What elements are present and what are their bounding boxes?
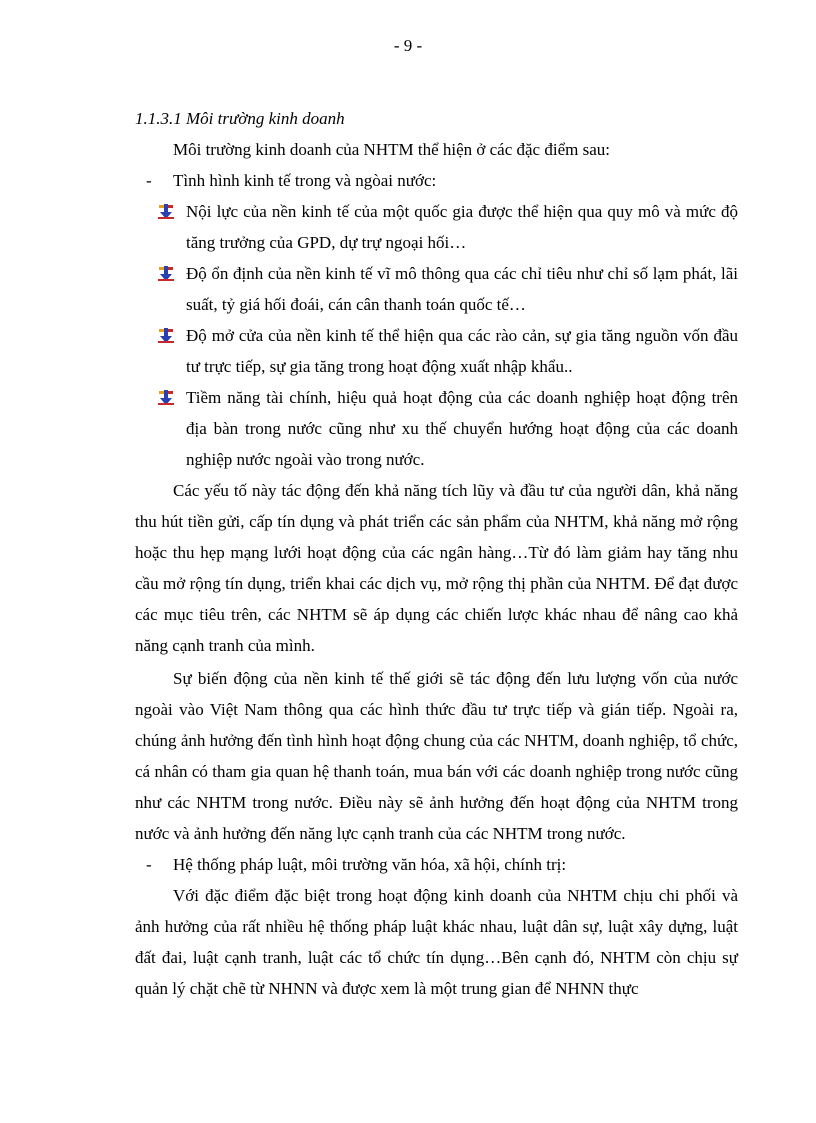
bullet-text: Độ ổn định của nền kinh tế vĩ mô thông qua các chỉ tiêu như chỉ số lạm phát, lãi suất, tỷ giá hối đoái, cán cân thanh toán quốc tế… (186, 264, 738, 314)
page-content (135, 103, 738, 1004)
bullet-item (135, 382, 738, 475)
bullet-item (135, 196, 738, 258)
page-number: - 9 - (393, 36, 423, 55)
intro-paragraph: Môi trường kinh doanh của NHTM thể hiện ở các đặc điểm sau: (173, 140, 610, 159)
bullet-text: Tiềm năng tài chính, hiệu quả hoạt động của các doanh nghiệp hoạt động trên địa bàn trong nước cũng như xu thế chuyển hướng hoạt động của các doanh nghiệp nước ngoài vào trong nước. (186, 388, 738, 469)
dash-item-text: Tình hình kinh tế trong và ngòai nước: (173, 171, 437, 190)
bullet-item (135, 258, 738, 320)
dash-item-economy (135, 165, 738, 196)
section-heading: 1.1.3.1 Môi trường kinh doanh (135, 109, 345, 128)
dash-item-text: Hệ thống pháp luật, môi trường văn hóa, xã hội, chính trị: (173, 855, 567, 874)
body-paragraph: Các yếu tố này tác động đến khả năng tích lũy và đầu tư của người dân, khả năng thu hút tiền gửi, cấp tín dụng và phát triển các sản phẩm của NHTM, khả năng mở rộng hoặc thu hẹp mạng lưới hoạt động của các ngân hàng…Từ đó làm giảm hay tăng nhu cầu mở rộng tín dụng, triển khai các dịch vụ, mở rộng thị phần của NHTM. Để đạt được các mục tiêu trên, các NHTM sẽ áp dụng các chiến lược khác nhau để nâng cao khả năng cạnh tranh của mình. (135, 481, 738, 655)
arrow-down-bullet-icon (158, 390, 174, 406)
arrow-down-bullet-icon (158, 266, 174, 282)
arrow-down-bullet-icon (158, 204, 174, 220)
bullet-item (135, 320, 738, 382)
dash-item-legal (135, 849, 738, 880)
arrow-down-bullet-icon (158, 328, 174, 344)
dash-marker: - (146, 855, 152, 874)
body-paragraph: Với đặc điểm đặc biệt trong hoạt động kinh doanh của NHTM chịu chi phối và ảnh hưởng của rất nhiều hệ thống pháp luật khác nhau, luật dân sự, luật xây dựng, luật đất đai, luật cạnh tranh, luật các tổ chức tín dụng…Bên cạnh đó, NHTM còn chịu sự quản lý chặt chẽ từ NHNN và được xem là một trung gian để NHNN thực (135, 886, 738, 998)
bullet-text: Nội lực của nền kinh tế của một quốc gia được thể hiện qua quy mô và mức độ tăng trưởng của GPD, dự trự ngoại hối… (186, 202, 738, 252)
bullet-text: Độ mở cửa của nền kinh tế thể hiện qua các rào cản, sự gia tăng nguồn vốn đầu tư trực tiếp, sự gia tăng trong hoạt động xuất nhập khẩu.. (186, 326, 738, 376)
dash-marker: - (146, 171, 152, 190)
body-paragraph: Sự biến động của nền kinh tế thế giới sẽ tác động đến lưu lượng vốn của nước ngoài vào Việt Nam thông qua các hình thức đầu tư trực tiếp và gián tiếp. Ngoài ra, chúng ảnh hưởng đến tình hình hoạt động chung của các NHTM, doanh nghiệp, tổ chức, cá nhân có tham gia quan hệ thanh toán, mua bán với các doanh nghiệp trong nước cũng như các NHTM trong nước. Điều này sẽ ảnh hưởng đến hoạt động của NHTM trong nước và ảnh hưởng đến năng lực cạnh tranh của các NHTM trong nước. (135, 669, 738, 843)
